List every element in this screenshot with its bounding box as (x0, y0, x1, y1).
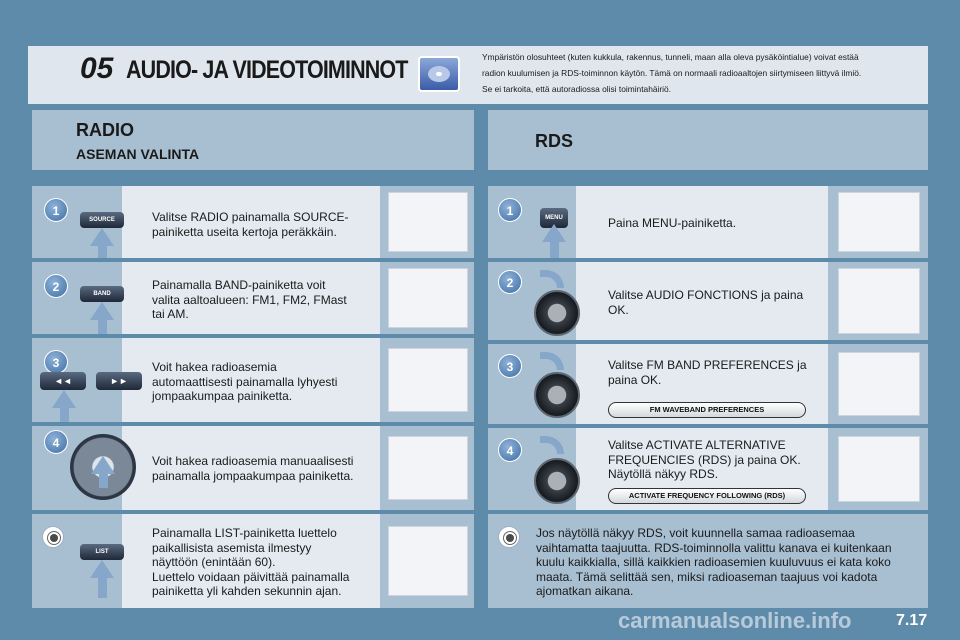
tip-text: Painamalla LIST-painiketta luettelo paikallisista asemista ilmestyy näyttöön (enintään 60). Luettelo voidaan päivittää painamalla painiketta yli kahden sekunnin ajan. (152, 526, 350, 598)
chapter-number: 05 (80, 52, 114, 85)
rds-panel-image (838, 352, 920, 416)
radio-step-2 (32, 262, 474, 334)
rotate-arrow-icon (540, 270, 564, 288)
step-number: 3 (44, 350, 68, 374)
step-number: 4 (44, 430, 68, 454)
radio-title: RADIO (76, 120, 134, 140)
step-text: Voit hakea radioasemia automaattisesti painamalla lyhyesti jompaakumpaa painiketta. (152, 360, 338, 403)
watermark: carmanualsonline.info (618, 608, 852, 633)
tip-icon (42, 526, 64, 548)
tip-text: Jos näytöllä näkyy RDS, voit kuunnella samaa radioasemaa vaihtamatta taajuutta. RDS-toiminnolla valittu kanava ei kuitenkaan kuulu kaikkialla, sillä kaikkien radioasemien kuuluvuus ei kata koko maata. Tämä selittää sen, miksi radioaseman taajuus voi kadota ajomatkan aikana. (536, 526, 892, 598)
menu-button: MENU (540, 208, 568, 228)
step-text: Valitse RADIO painamalla SOURCE- painiketta useita kertoja peräkkäin. (152, 210, 349, 239)
seek-forward-button: ►► (96, 372, 142, 390)
radio-panel-image (388, 348, 468, 412)
fm-waveband-preferences-label: FM WAVEBAND PREFERENCES (608, 402, 806, 418)
control-knob-icon (534, 372, 580, 418)
rds-step-1 (488, 186, 928, 258)
rds-title: RDS (535, 131, 574, 151)
radio-step-4 (32, 426, 474, 510)
page-number: 7.17 (896, 612, 928, 629)
rotate-arrow-icon (540, 352, 564, 370)
step-text: Painamalla BAND-painiketta voit valita aaltoalueen: FM1, FM2, FMast tai AM. (152, 278, 347, 321)
radio-panel-image (388, 526, 468, 596)
tip-icon (498, 526, 520, 548)
rds-step-2 (488, 262, 928, 340)
step-number: 2 (44, 274, 68, 298)
step-number: 3 (498, 354, 522, 378)
chapter-title: AUDIO- JA VIDEOTOIMINNOT (126, 56, 408, 84)
radio-step-3 (32, 338, 474, 422)
step-text: Valitse FM BAND PREFERENCES ja paina OK. (608, 358, 807, 387)
rds-step-3 (488, 344, 928, 424)
rds-tip (488, 514, 928, 608)
control-knob-icon (534, 458, 580, 504)
list-button: LIST (80, 544, 124, 560)
rds-panel-image (838, 192, 920, 252)
step-text: Paina MENU-painiketta. (608, 216, 737, 230)
step-text: Valitse AUDIO FONCTIONS ja paina OK. (608, 288, 804, 317)
rds-panel-image (838, 436, 920, 502)
radio-subtitle: ASEMAN VALINTA (76, 146, 200, 162)
band-button: BAND (80, 286, 124, 302)
step-number: 1 (44, 198, 68, 222)
step-text: Voit hakea radioasemia manuaalisesti painamalla jompaakumpaa painiketta. (152, 454, 354, 483)
radio-panel-image (388, 268, 468, 328)
rds-panel-image (838, 268, 920, 334)
control-knob-icon (534, 290, 580, 336)
rds-step-4 (488, 428, 928, 510)
radio-tip (32, 514, 474, 608)
step-number: 2 (498, 270, 522, 294)
source-button: SOURCE (80, 212, 124, 228)
seek-back-button: ◄◄ (40, 372, 86, 390)
radio-panel-image (388, 192, 468, 252)
intro-text: Ympäristön olosuhteet (kuten kukkula, rakennus, tunneli, maan alla oleva pysäköintialue) voivat estää radion kuulumisen ja RDS-toiminnon käytön. Tämä on normaali radioaaltojen siirtymiseen liittyvä ilmiö. Se ei tarkoita, että autoradiossa olisi toimintahäiriö. (482, 52, 862, 94)
step-text: Valitse ACTIVATE ALTERNATIVE FREQUENCIES (RDS) ja paina OK. Näytöllä näkyy RDS. (608, 438, 801, 481)
radio-panel-image (388, 436, 468, 500)
radio-step-1 (32, 186, 474, 258)
rotate-arrow-icon (540, 436, 564, 454)
activate-frequency-following-label: ACTIVATE FREQUENCY FOLLOWING (RDS) (608, 488, 806, 504)
step-number: 1 (498, 198, 522, 222)
step-number: 4 (498, 438, 522, 462)
cd-icon (418, 56, 460, 92)
